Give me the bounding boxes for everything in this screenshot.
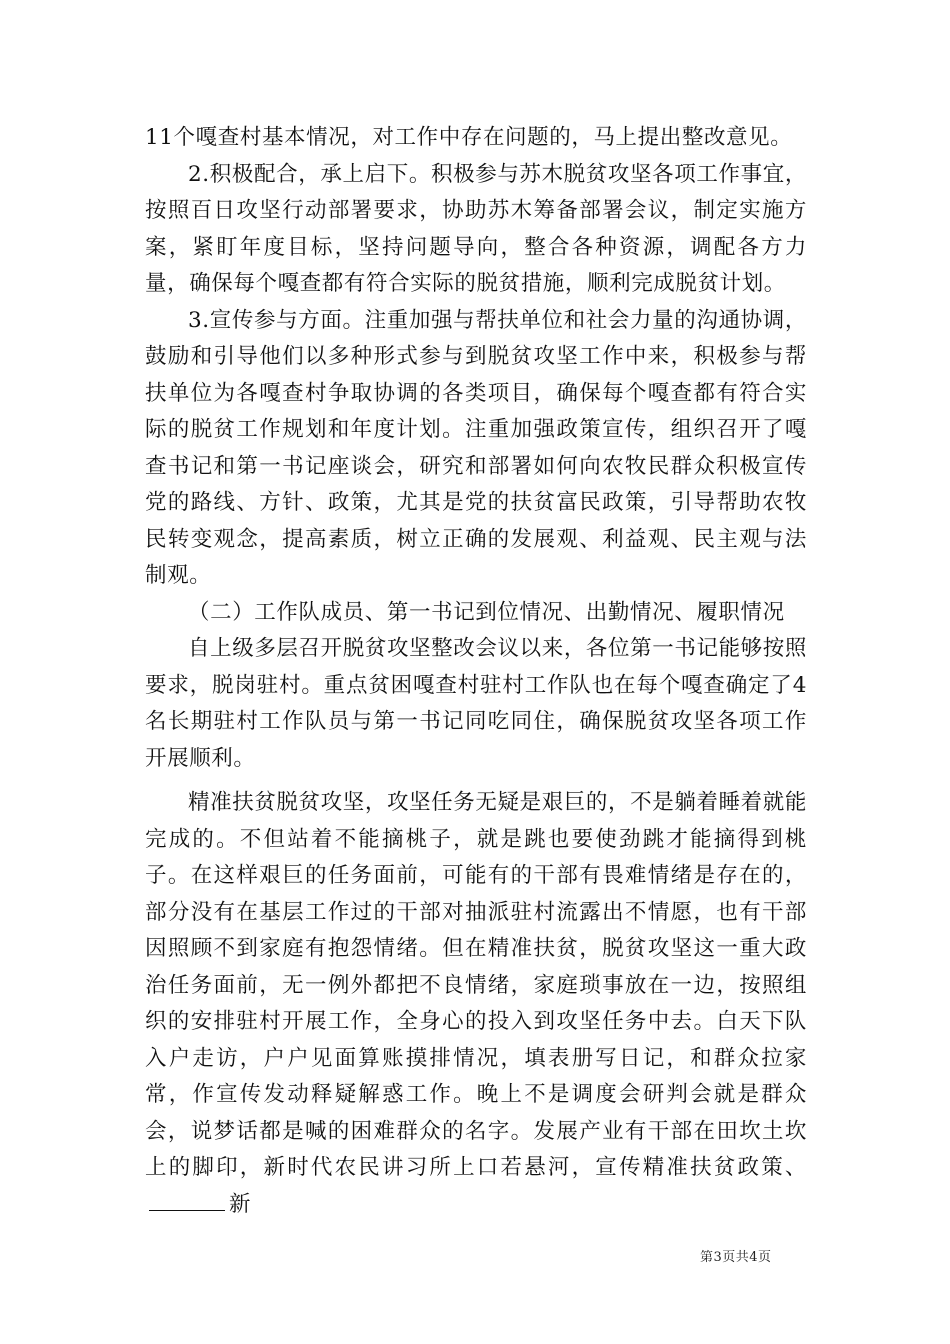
paragraph-5-tail: 新 — [229, 1191, 252, 1217]
page-number: 第3页共4页 — [700, 1250, 772, 1265]
paragraph-2: 2.积极配合，承上启下。积极参与苏木脱贫攻坚各项工作事宜，按照百日攻坚行动部署要求，协助苏木筹备部署会议，制定实施方案，紧盯年度目标，坚持问题导向，整合各种资源，调配各方力量，确保每个嘎查都有符合实际的脱贫措施，顺利完成脱贫计划。 — [145, 161, 807, 296]
paragraph-3: 3.宣传参与方面。注重加强与帮扶单位和社会力量的沟通协调，鼓励和引导他们以多种形式参与到脱贫攻坚工作中来，积极参与帮扶单位为各嘎查村争取协调的各类项目，确保每个嘎查都有符合实际的脱贫工作规划和年度计划。注重加强政策宣传，组织召开了嘎查书记和第一书记座谈会，研究和部署如何向农牧民群众积极宣传党的路线、方针、政策，尤其是党的扶贫富民政策，引导帮助农牧民转变观念，提高素质，树立正确的发展观、利益观、民主观与法制观。 — [145, 307, 807, 588]
paragraph-1: 11个嘎查村基本情况，对工作中存在问题的，马上提出整改意见。 — [145, 125, 793, 150]
paragraph-4: 自上级多层召开脱贫攻坚整改会议以来，各位第一书记能够按照要求，脱岗驻村。重点贫困嘎查村驻村工作队也在每个嘎查确定了4名长期驻村工作队员与第一书记同吃同住，确保脱贫攻坚各项工作开展顺利。 — [145, 636, 807, 771]
section-heading: （二）工作队成员、第一书记到位情况、出勤情况、履职情况 — [188, 599, 785, 625]
fill-blank — [149, 1190, 225, 1211]
document-body — [145, 120, 807, 1223]
paragraph-5 — [145, 785, 807, 1223]
paragraph-5-text: 精准扶贫脱贫攻坚，攻坚任务无疑是艰巨的，不是躺着睡着就能完成的。不但站着不能摘桃子，就是跳也要使劲跳才能摘得到桃子。在这样艰巨的任务面前，可能有的干部有畏难情绪是存在的，部分没有在基层工作过的干部对抽派驻村流露出不情愿，也有干部因照顾不到家庭有抱怨情绪。但在精准扶贫，脱贫攻坚这一重大政治任务面前，无一例外都把不良情绪，家庭琐事放在一边，按照组织的安排驻村开展工作，全身心的投入到攻坚任务中去。白天下队入户走访，户户见面算账摸排情况，填表册写日记，和群众拉家常，作宣传发动释疑解惑工作。晚上不是调度会研判会就是群众会，说梦话都是喊的困难群众的名字。发展产业有干部在田坎土坎上的脚印，新时代农民讲习所上口若悬河，宣传精准扶贫政策、 — [145, 790, 807, 1180]
